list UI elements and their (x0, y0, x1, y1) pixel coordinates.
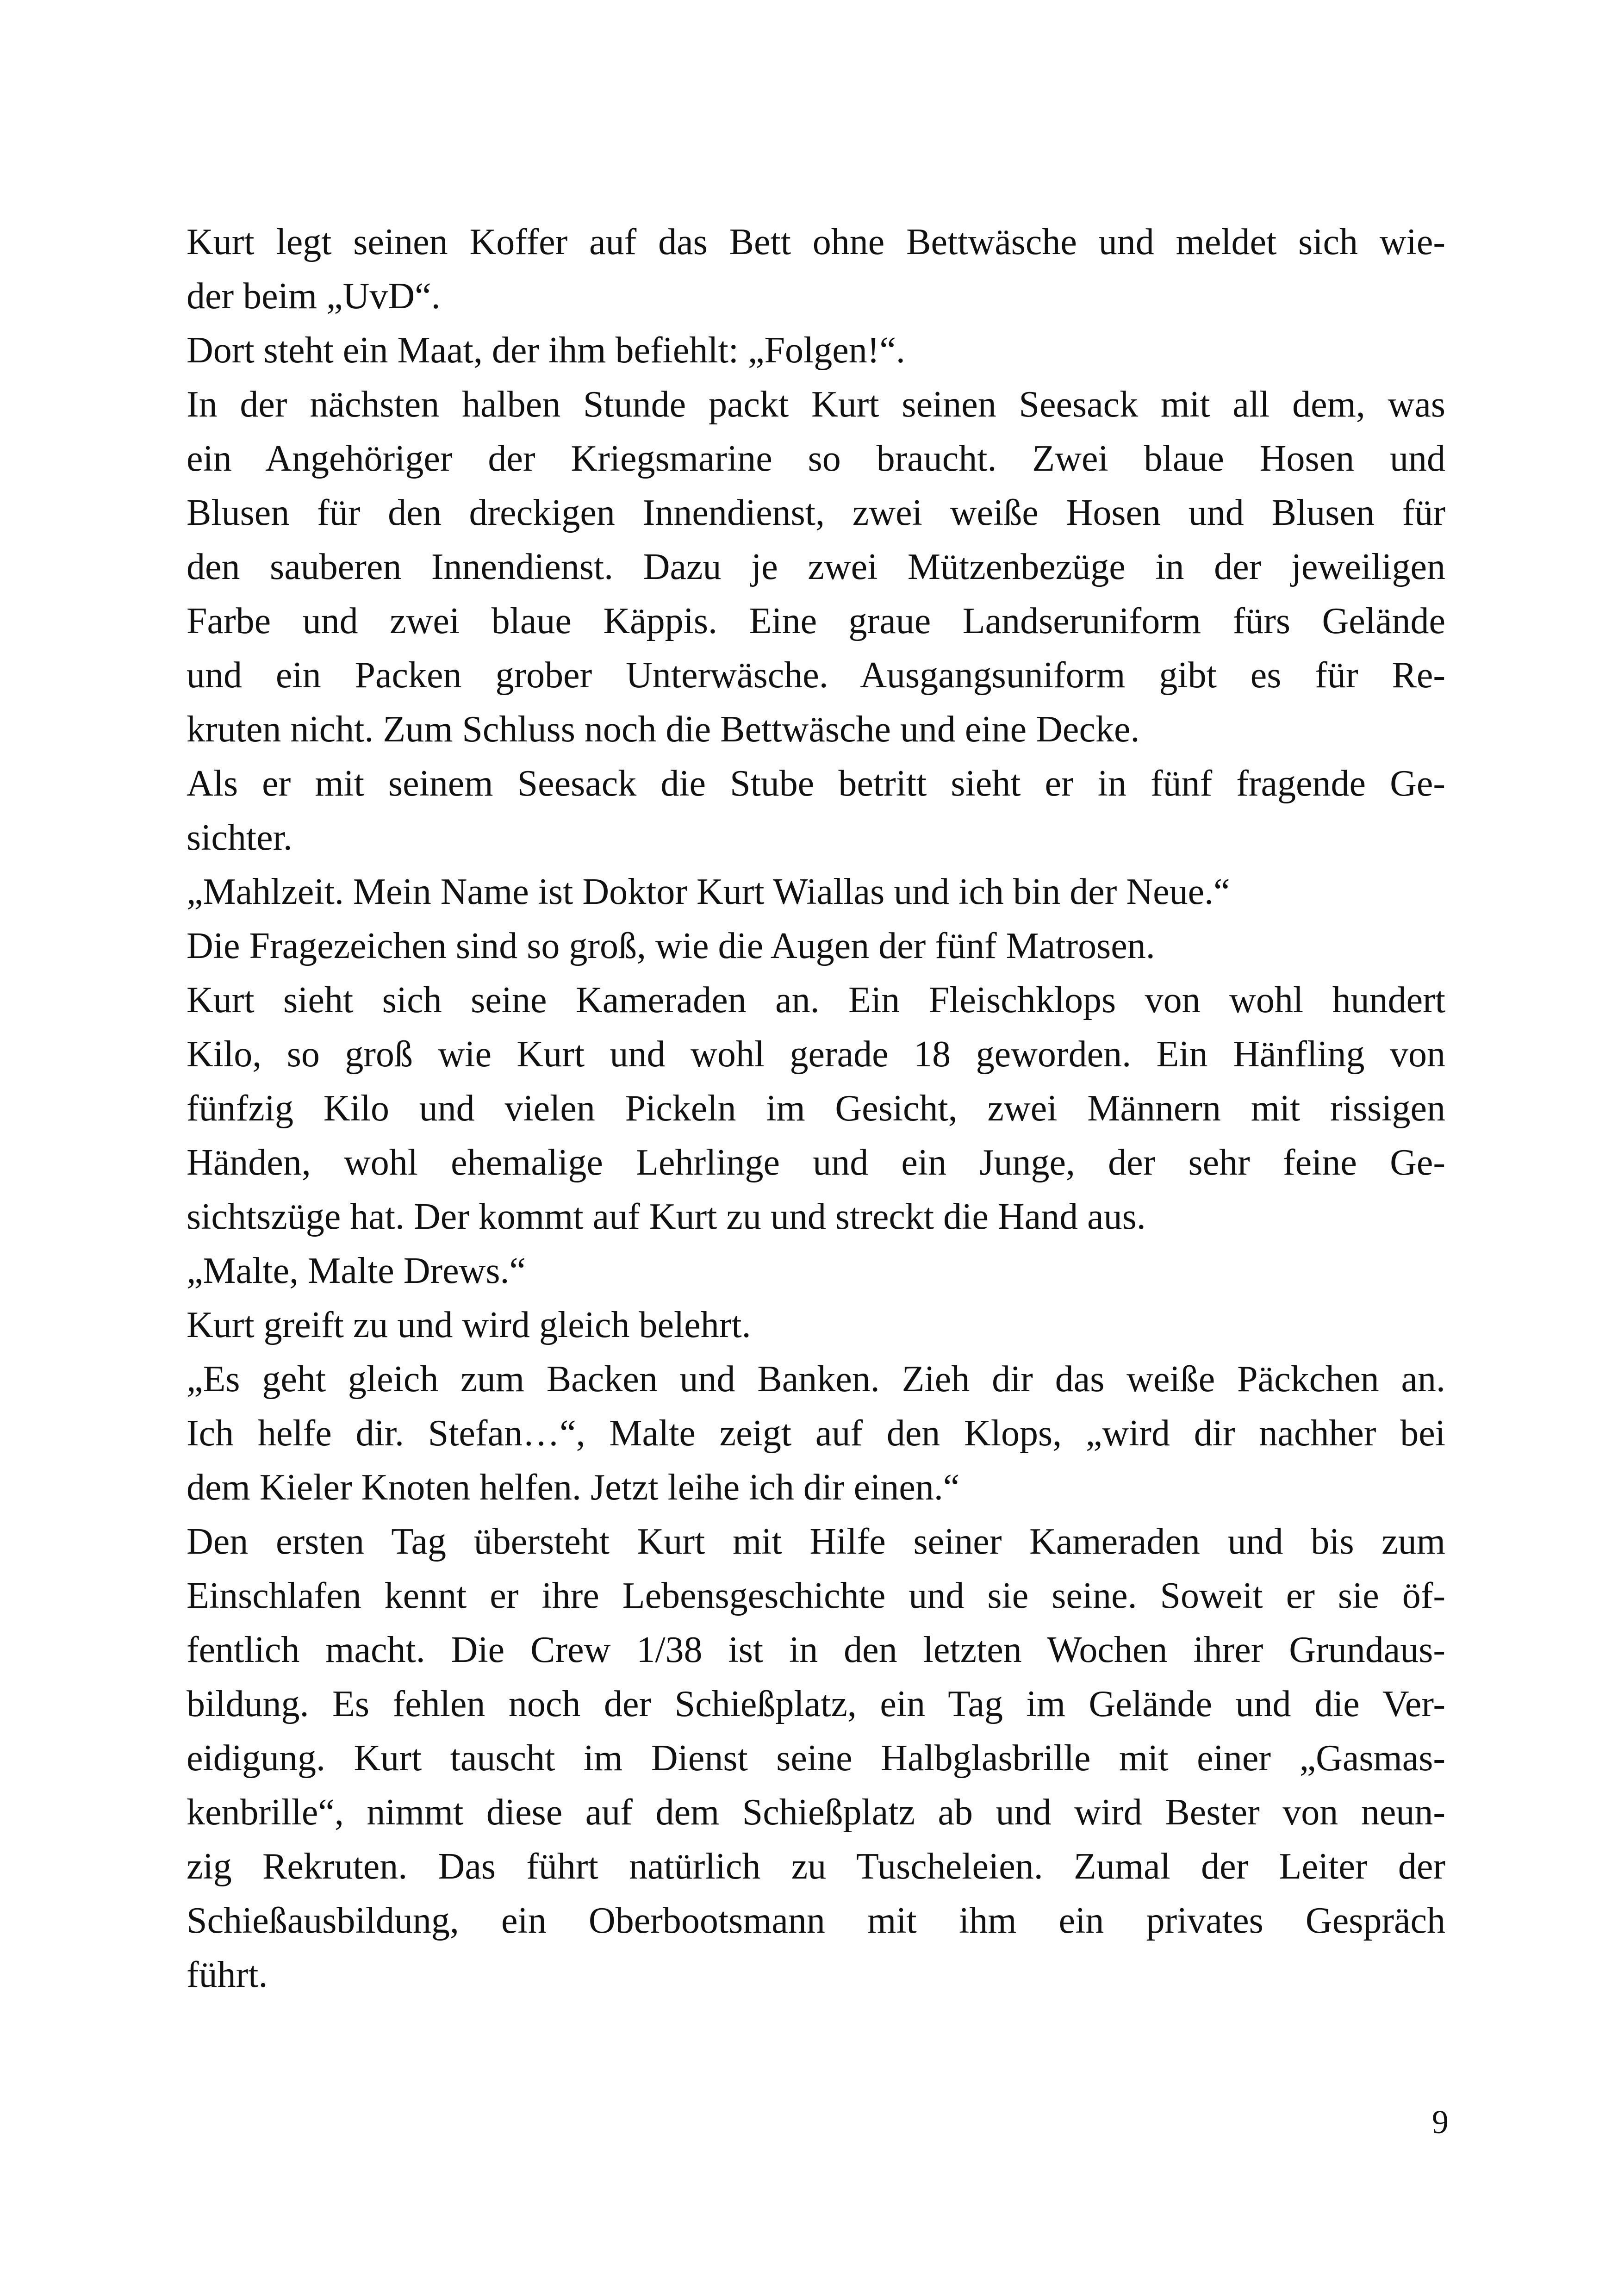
text-line: Kurt sieht sich seine Kameraden an. Ein Fleischklops von wohl hundert (187, 980, 1445, 1020)
text-line: fentlich macht. Die Crew 1/38 ist in den letzten Wochen ihrer Grundaus- (187, 1630, 1445, 1670)
text-line: „Es geht gleich zum Backen und Banken. Zieh dir das weiße Päckchen an. (187, 1359, 1445, 1400)
text-line: Blusen für den dreckigen Innendienst, zwei weiße Hosen und Blusen für (187, 492, 1445, 533)
text-line: Kurt greift zu und wird gleich belehrt. (187, 1305, 751, 1345)
text-line: „Malte, Malte Drews.“ (187, 1251, 526, 1291)
text-line: Farbe und zwei blaue Käppis. Eine graue Landseruniform fürs Gelände (187, 601, 1445, 641)
text-line: der beim „UvD“. (187, 276, 441, 317)
text-line: Kilo, so groß wie Kurt und wohl gerade 18 geworden. Ein Hänfling von (187, 1034, 1445, 1075)
text-line: bildung. Es fehlen noch der Schießplatz, ein Tag im Gelände und die Ver- (187, 1684, 1445, 1724)
text-line: „Mahlzeit. Mein Name ist Doktor Kurt Wiallas und ich bin der Neue.“ (187, 871, 1230, 912)
text-line: sichtszüge hat. Der kommt auf Kurt zu und streckt die Hand aus. (187, 1196, 1146, 1237)
text-line: Als er mit seinem Seesack die Stube betritt sieht er in fünf fragende Ge- (187, 763, 1445, 804)
text-line: Den ersten Tag übersteht Kurt mit Hilfe seiner Kameraden und bis zum (187, 1521, 1445, 1562)
text-line: zig Rekruten. Das führt natürlich zu Tuscheleien. Zumal der Leiter der (187, 1846, 1445, 1887)
text-line: In der nächsten halben Stunde packt Kurt seinen Seesack mit all dem, was (187, 384, 1445, 425)
text-line: Ich helfe dir. Stefan…“, Malte zeigt auf den Klops, „wird dir nachher bei (187, 1413, 1445, 1454)
text-line: Die Fragezeichen sind so groß, wie die Augen der fünf Matrosen. (187, 926, 1155, 966)
body-text (187, 215, 1445, 2002)
text-line: führt. (187, 1954, 268, 1995)
text-line: Schießausbildung, ein Oberbootsmann mit ihm ein privates Gespräch (187, 1900, 1445, 1941)
text-line: und ein Packen grober Unterwäsche. Ausgangsuniform gibt es für Re- (187, 655, 1445, 696)
page-number: 9 (1432, 2103, 1449, 2140)
text-line: Dort steht ein Maat, der ihm befiehlt: „Folgen!“. (187, 330, 905, 371)
text-line: Händen, wohl ehemalige Lehrlinge und ein Junge, der sehr feine Ge- (187, 1142, 1445, 1183)
text-line: Kurt legt seinen Koffer auf das Bett ohne Bettwäsche und meldet sich wie- (187, 222, 1445, 262)
text-line: sichter. (187, 817, 292, 858)
text-line: den sauberen Innendienst. Dazu je zwei Mützenbezüge in der jeweiligen (187, 547, 1445, 587)
text-line: kruten nicht. Zum Schluss noch die Bettwäsche und eine Decke. (187, 709, 1140, 750)
text-line: dem Kieler Knoten helfen. Jetzt leihe ich dir einen.“ (187, 1467, 960, 1508)
text-line: kenbrille“, nimmt diese auf dem Schießplatz ab und wird Bester von neun- (187, 1792, 1445, 1833)
text-line: fünfzig Kilo und vielen Pickeln im Gesicht, zwei Männern mit rissigen (187, 1088, 1445, 1129)
text-line: Einschlafen kennt er ihre Lebensgeschichte und sie seine. Soweit er sie öf- (187, 1575, 1445, 1616)
text-line: ein Angehöriger der Kriegsmarine so braucht. Zwei blaue Hosen und (187, 438, 1445, 479)
text-line: eidigung. Kurt tauscht im Dienst seine Halbglasbrille mit einer „Gasmas- (187, 1738, 1445, 1779)
